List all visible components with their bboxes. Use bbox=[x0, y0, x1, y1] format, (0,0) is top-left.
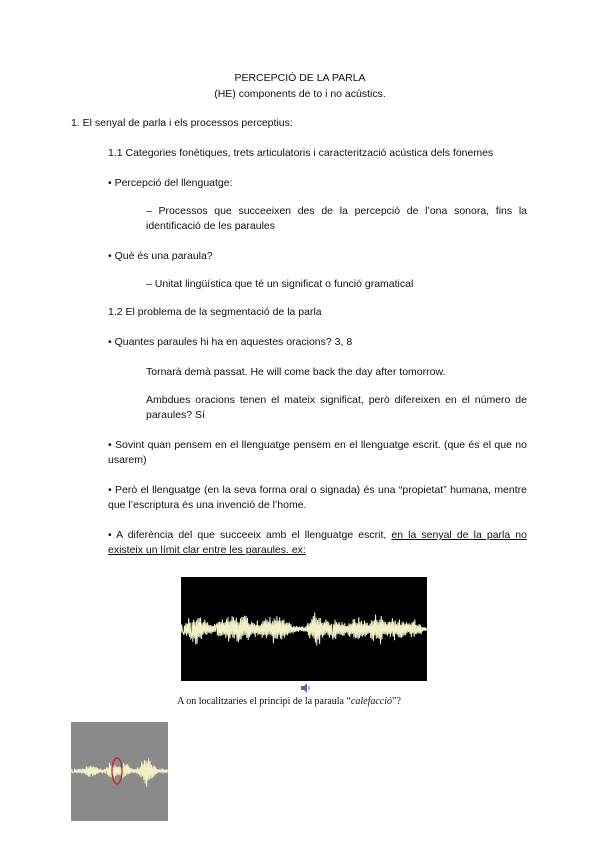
example-sentences: Tornarà demà passat. He will come back the day after tomorrow. bbox=[146, 366, 446, 378]
page-title: PERCEPCIÓ DE LA PARLA bbox=[234, 72, 366, 84]
subsection-1-2: 1.2 El problema de la segmentació de la parla bbox=[108, 306, 322, 318]
speaker-icon[interactable] bbox=[300, 683, 312, 693]
caption-word: calefacció bbox=[350, 696, 393, 707]
bullet-percepcio: • Percepció del llenguatge: bbox=[108, 177, 233, 189]
percepcio-definition: – Processos que succeeixen des de la percepció de l’ona sonora, fins la identificació de les paraules bbox=[146, 205, 527, 232]
bullet-sovint: • Sovint quan pensem en el llenguatge pensem en el llenguatge escrit. (que és el que no usarem) bbox=[108, 439, 527, 466]
waveform-image bbox=[181, 577, 427, 681]
caption-end: ”? bbox=[392, 696, 401, 707]
ambdues-text: Ambdues oracions tenen el mateix significat, però difereixen en el número de paraules? Sí bbox=[146, 394, 527, 421]
page-subtitle: (HE) components de to i no acústics. bbox=[214, 88, 386, 100]
caption-text: A on localitzaries el principi de la paraula “ bbox=[177, 696, 351, 707]
section-heading: 1. El senyal de parla i els processos perceptius: bbox=[71, 117, 293, 129]
waveform-thumbnail bbox=[71, 722, 168, 821]
diferencia-underlined-text: en la senyal de la parla no existeix un límit clar entre les paraules. ex: bbox=[108, 529, 527, 556]
diferencia-text: • A diferència del que succeeix amb el llenguatge escrit, bbox=[108, 529, 392, 541]
bullet-quantes: • Quantes paraules hi ha en aquestes oracions? 3, 8 bbox=[108, 336, 353, 348]
thumbnail-graphic bbox=[71, 722, 168, 821]
paraula-definition: – Unitat lingüística que té un significat o funció gramatical bbox=[146, 278, 414, 290]
bullet-pero: • Però el llenguatge (en la seva forma oral o signada) és una “propietat” humana, mentre que l’escriptura és una invenció de l’home. bbox=[108, 484, 527, 511]
bullet-paraula: • Què és una paraula? bbox=[108, 250, 213, 262]
subsection-1-1: 1.1 Categories fonètiques, trets articulatoris i caracterització acústica dels fonemes bbox=[108, 147, 494, 159]
waveform-graphic bbox=[181, 577, 427, 681]
figure-caption bbox=[0, 696, 578, 707]
bullet-diferencia bbox=[108, 528, 527, 558]
